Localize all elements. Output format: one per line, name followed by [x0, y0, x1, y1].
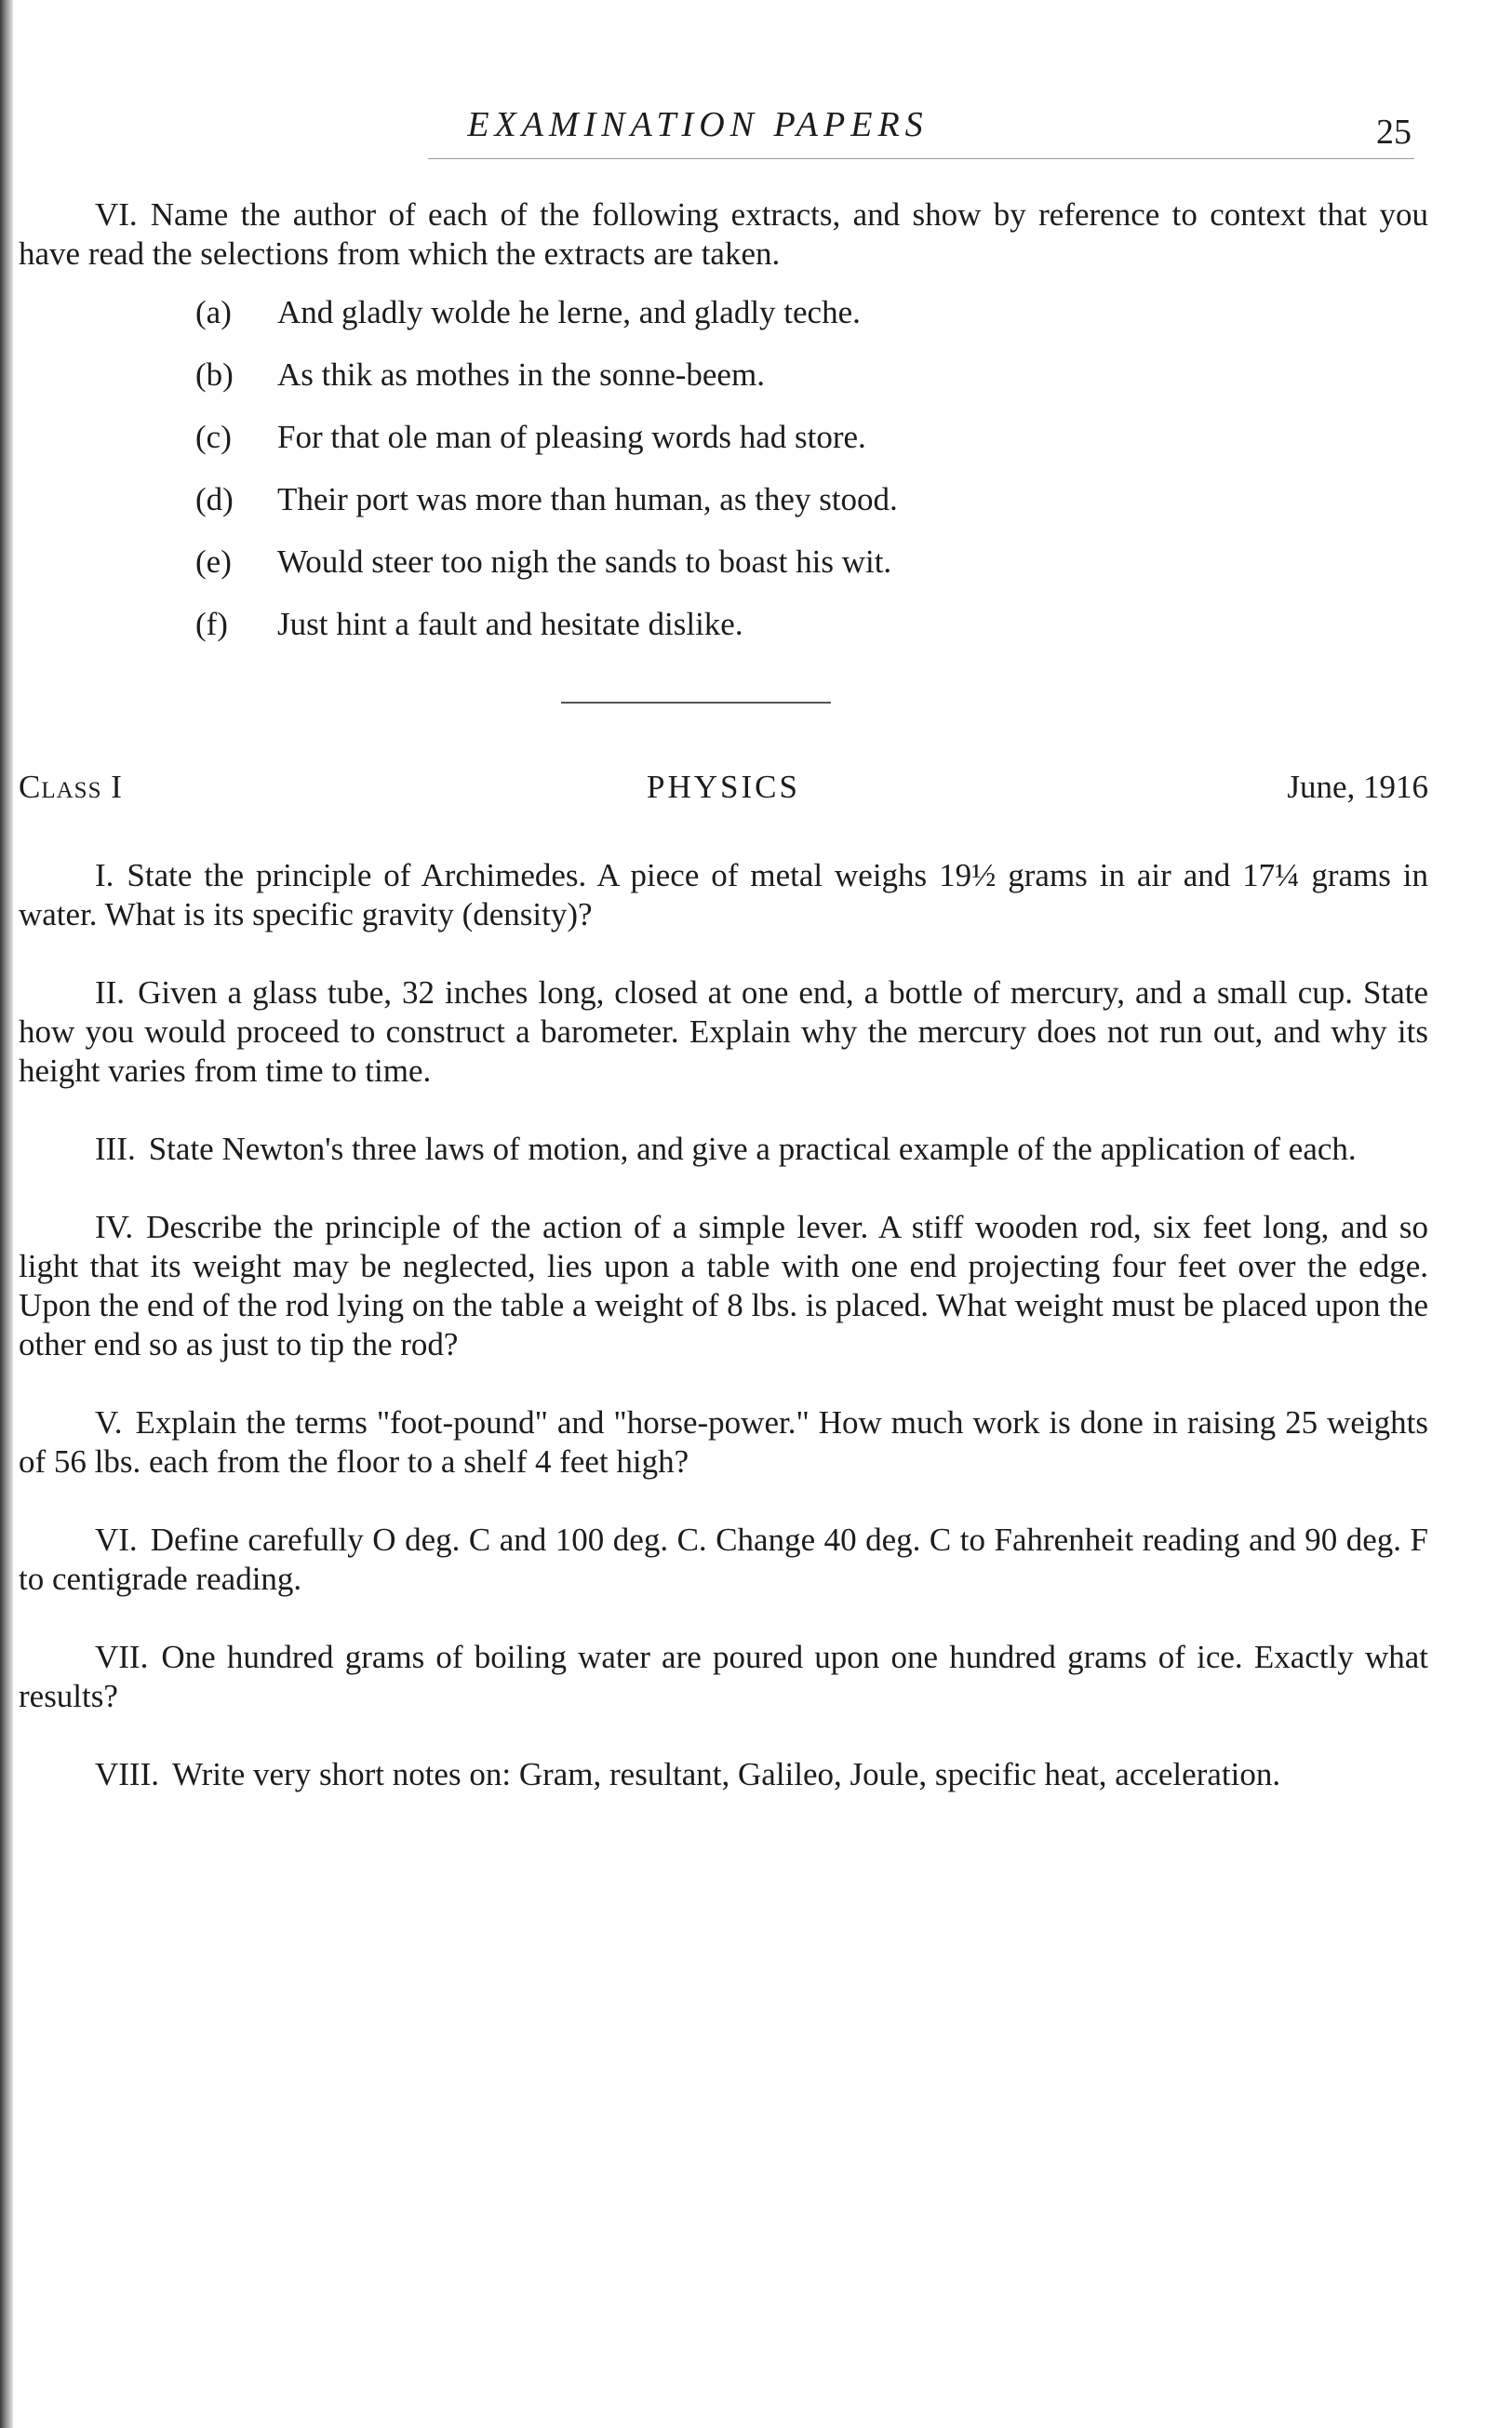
extract-item [195, 406, 1428, 468]
running-header [0, 101, 1512, 156]
question-number: I. [95, 857, 114, 893]
extract-text: And gladly wolde he lerne, and gladly teche. [277, 294, 861, 330]
extract-letter: (e) [195, 543, 232, 580]
question-number: III. [95, 1131, 136, 1167]
exam-header [19, 769, 1428, 815]
physics-question [19, 1130, 1428, 1169]
question-text: Describe the principle of the action of a simple lever. A stiff wooden rod, six feet long, and so light that its weight may be neglected, lies upon a table with one end projecting four feet over the edge. Upon the end of the rod lying on the table a weight of 8 lbs. is placed. What weight must be placed upon the other end so as just to tip the rod? [19, 1209, 1428, 1362]
exam-subject-title: PHYSICS [647, 769, 800, 805]
question-text: Define carefully O deg. C and 100 deg. C. Change 40 deg. C to Fahrenheit reading and 90 deg. F to centigrade reading. [19, 1522, 1428, 1597]
extract-item [195, 343, 1428, 406]
question-number: VI. [95, 196, 138, 233]
extract-text: Their port was more than human, as they stood. [277, 481, 898, 517]
extract-letter: (c) [195, 419, 232, 455]
question-text: Given a glass tube, 32 inches long, closed at one end, a bottle of mercury, and a small cup. State how you would proceed to construct a barometer. Explain why the mercury does not run out, and why its height varies from time to time. [19, 974, 1428, 1089]
extract-text: Just hint a fault and hesitate dislike. [277, 606, 743, 642]
extract-item [195, 530, 1428, 593]
physics-question [19, 856, 1428, 934]
physics-question [19, 1755, 1428, 1794]
question-number: VII. [95, 1639, 149, 1675]
exam-date: June, 1916 [1287, 769, 1428, 805]
extract-letter: (f) [195, 606, 228, 642]
question-text: One hundred grams of boiling water are poured upon one hundred grams of ice. Exactly what results? [19, 1639, 1428, 1714]
question-text: Explain the terms "foot-pound" and "horse-power." How much work is done in raising 25 weights of 56 lbs. each from the floor to a shelf 4 feet high? [19, 1404, 1428, 1480]
running-title: EXAMINATION PAPERS [467, 105, 929, 144]
header-rule [428, 158, 1414, 159]
question-number: VIII. [95, 1756, 159, 1792]
page-content [19, 195, 1428, 1833]
extract-text: Would steer too nigh the sands to boast his wit. [277, 543, 892, 580]
section-divider [561, 702, 831, 704]
physics-question [19, 1208, 1428, 1364]
physics-section [19, 769, 1428, 1794]
question-text: Name the author of each of the following extracts, and show by reference to context that you have read the selections from which the extracts are taken. [19, 196, 1428, 272]
extract-text: As thik as mothes in the sonne-beem. [277, 356, 765, 393]
extract-item [195, 281, 1428, 343]
extract-text: For that ole man of pleasing words had store. [277, 419, 866, 455]
extract-list [195, 281, 1428, 655]
question-text: State the principle of Archimedes. A piece of metal weighs 19½ grams in air and 17¼ grams in water. What is its specific gravity (density)? [19, 857, 1428, 932]
page-number: 25 [1376, 113, 1412, 152]
page-binding-edge [0, 0, 13, 2428]
extract-item [195, 593, 1428, 655]
question-number: IV. [95, 1209, 134, 1245]
extract-letter: (a) [195, 294, 232, 330]
question-number: II. [95, 974, 126, 1011]
physics-question [19, 1638, 1428, 1716]
question-text: Write very short notes on: Gram, resultant, Galileo, Joule, specific heat, acceleration. [172, 1756, 1281, 1792]
extract-letter: (b) [195, 356, 234, 393]
physics-question [19, 1403, 1428, 1482]
question-number: V. [95, 1404, 123, 1441]
question-text: State Newton's three laws of motion, and give a practical example of the application of each. [148, 1131, 1357, 1167]
extract-letter: (d) [195, 481, 234, 517]
extract-item [195, 468, 1428, 530]
literature-section [19, 195, 1428, 655]
question-number: VI. [95, 1522, 138, 1558]
exam-class-label: Class I [19, 769, 123, 805]
physics-question [19, 1521, 1428, 1599]
literature-question [19, 195, 1428, 274]
physics-question [19, 973, 1428, 1091]
